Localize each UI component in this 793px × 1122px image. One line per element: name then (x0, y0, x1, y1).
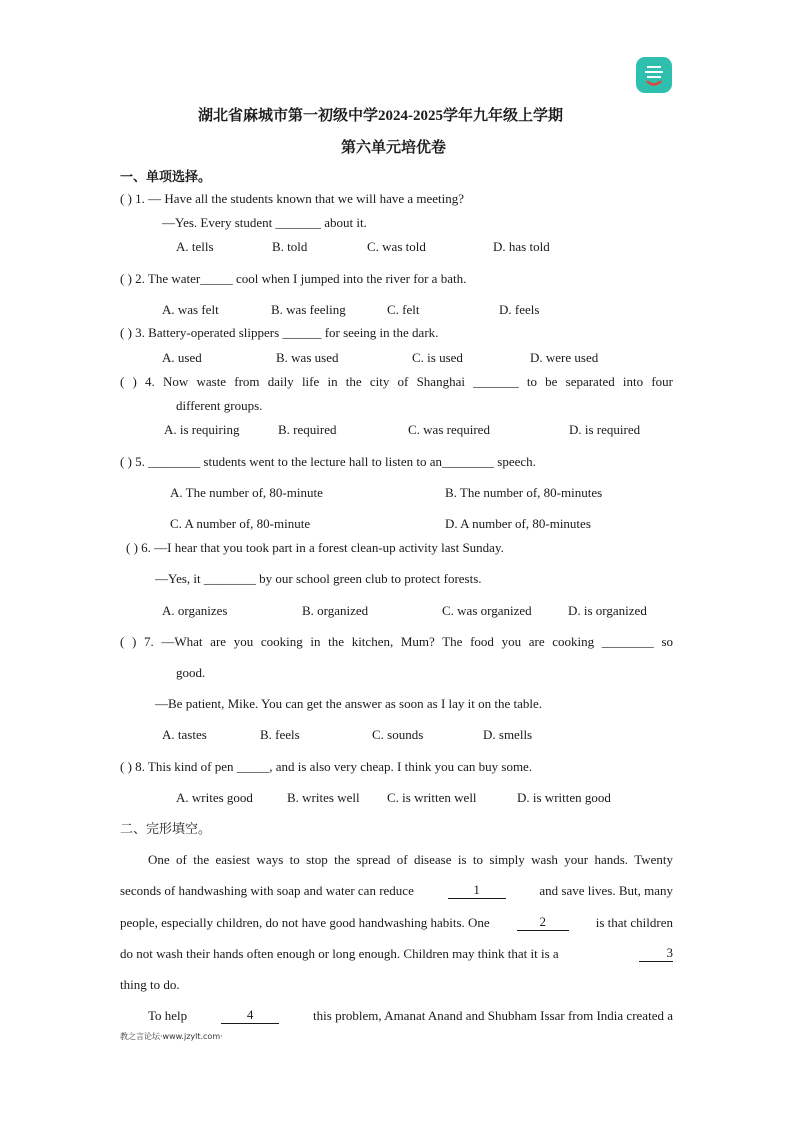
page-footer: 教之言论坛·www.jzylt.com· (120, 1032, 223, 1041)
question-6-option-a: A. organizes (162, 603, 228, 618)
question-2-option-a: A. was felt (162, 302, 219, 317)
question-8-option-d: D. is written good (517, 790, 611, 805)
question-7-option-c: C. sounds (372, 727, 424, 742)
cloze-text: and save lives. But, many (539, 883, 673, 898)
question-7-option-b: B. feels (260, 727, 300, 742)
question-1-stem: ( ) 1. — Have all the students known that we will have a meeting? (120, 191, 465, 206)
cloze-paragraph-1-line-2 (120, 883, 673, 899)
question-8-option-b: B. writes well (287, 790, 360, 805)
document-subtitle: 第六单元培优卷 (341, 140, 447, 156)
question-7-option-a: A. tastes (162, 727, 207, 742)
question-6-option-b: B. organized (302, 603, 369, 618)
question-1-option-d: D. has told (493, 239, 550, 254)
question-3-stem: ( ) 3. Battery-operated slippers ______ for seeing in the dark. (120, 325, 439, 340)
question-8-option-c: C. is written well (387, 790, 477, 805)
question-7-line3: —Be patient, Mike. You can get the answer as soon as I lay it on the table. (155, 696, 543, 711)
cloze-text: do not wash their hands often enough or long enough. Children may think that it is a (120, 946, 559, 961)
question-4-option-a: A. is requiring (164, 422, 240, 437)
cloze-blank-3[interactable]: 3 (639, 946, 673, 962)
logo-glyph (636, 57, 672, 93)
question-6-option-d: D. is organized (568, 603, 647, 618)
cloze-blank-4[interactable]: 4 (221, 1008, 279, 1024)
cloze-text: people, especially children, do not have good handwashing habits. One (120, 915, 490, 930)
cloze-text: seconds of handwashing with soap and water can reduce (120, 883, 414, 898)
question-3-option-c: C. is used (412, 350, 463, 365)
question-1-line2: —Yes. Every student _______ about it. (162, 215, 367, 230)
question-7-line2: good. (176, 665, 206, 680)
question-4-option-c: C. was required (408, 422, 490, 437)
logo-icon (636, 57, 672, 93)
question-3-option-b: B. was used (276, 350, 339, 365)
question-5-stem: ( ) 5. ________ students went to the lecture hall to listen to an________ speech. (120, 454, 536, 469)
cloze-text: To help (148, 1008, 188, 1023)
cloze-paragraph-1-line-4 (120, 946, 673, 962)
cloze-paragraph-1-line-5: thing to do. (120, 977, 180, 992)
question-4-line2: different groups. (176, 398, 263, 413)
question-3-option-a: A. used (162, 350, 202, 365)
question-7-option-d: D. smells (483, 727, 533, 742)
section-heading-1: 一、单项选择。 (120, 169, 212, 184)
cloze-paragraph-1-line-1: One of the easiest ways to stop the spread of disease is to simply wash your hands. Twenty (148, 852, 673, 867)
question-1-option-b: B. told (272, 239, 308, 254)
cloze-text: is that children (595, 915, 673, 930)
question-6-stem: ( ) 6. —I hear that you took part in a forest clean-up activity last Sunday. (126, 540, 504, 555)
question-1-option-c: C. was told (367, 239, 426, 254)
question-6-option-c: C. was organized (442, 603, 532, 618)
question-2-stem: ( ) 2. The water_____ cool when I jumped into the river for a bath. (120, 271, 467, 286)
question-2-option-b: B. was feeling (271, 302, 346, 317)
cloze-blank-1[interactable]: 1 (448, 883, 506, 899)
question-4-option-d: D. is required (569, 422, 641, 437)
question-5-option-d: D. A number of, 80-minutes (445, 516, 591, 531)
question-2-option-c: C. felt (387, 302, 420, 317)
question-7-stem: ( ) 7. —What are you cooking in the kitchen, Mum? The food you are cooking ________ so (120, 634, 673, 649)
cloze-blank-2[interactable]: 2 (517, 915, 569, 931)
cloze-text: this problem, Amanat Anand and Shubham Issar from India created a (313, 1008, 673, 1023)
question-8-stem: ( ) 8. This kind of pen _____, and is also very cheap. I think you can buy some. (120, 759, 533, 774)
question-1-option-a: A. tells (176, 239, 214, 254)
question-6-line2: —Yes, it ________ by our school green club to protect forests. (155, 571, 482, 586)
question-3-option-d: D. were used (530, 350, 599, 365)
question-2-option-d: D. feels (499, 302, 540, 317)
document-title: 湖北省麻城市第一初级中学2024-2025学年九年级上学期 (198, 108, 563, 124)
section-heading-2: 二、完形填空。 (120, 821, 212, 836)
question-4-stem: ( ) 4. Now waste from daily life in the city of Shanghai _______ to be separated into four (120, 374, 673, 389)
question-8-option-a: A. writes good (176, 790, 253, 805)
question-5-option-a: A. The number of, 80-minute (170, 485, 323, 500)
question-4-option-b: B. required (278, 422, 337, 437)
question-5-option-c: C. A number of, 80-minute (170, 516, 311, 531)
cloze-paragraph-2-line-1 (148, 1008, 673, 1024)
cloze-paragraph-1-line-3 (120, 915, 673, 931)
question-5-option-b: B. The number of, 80-minutes (445, 485, 603, 500)
